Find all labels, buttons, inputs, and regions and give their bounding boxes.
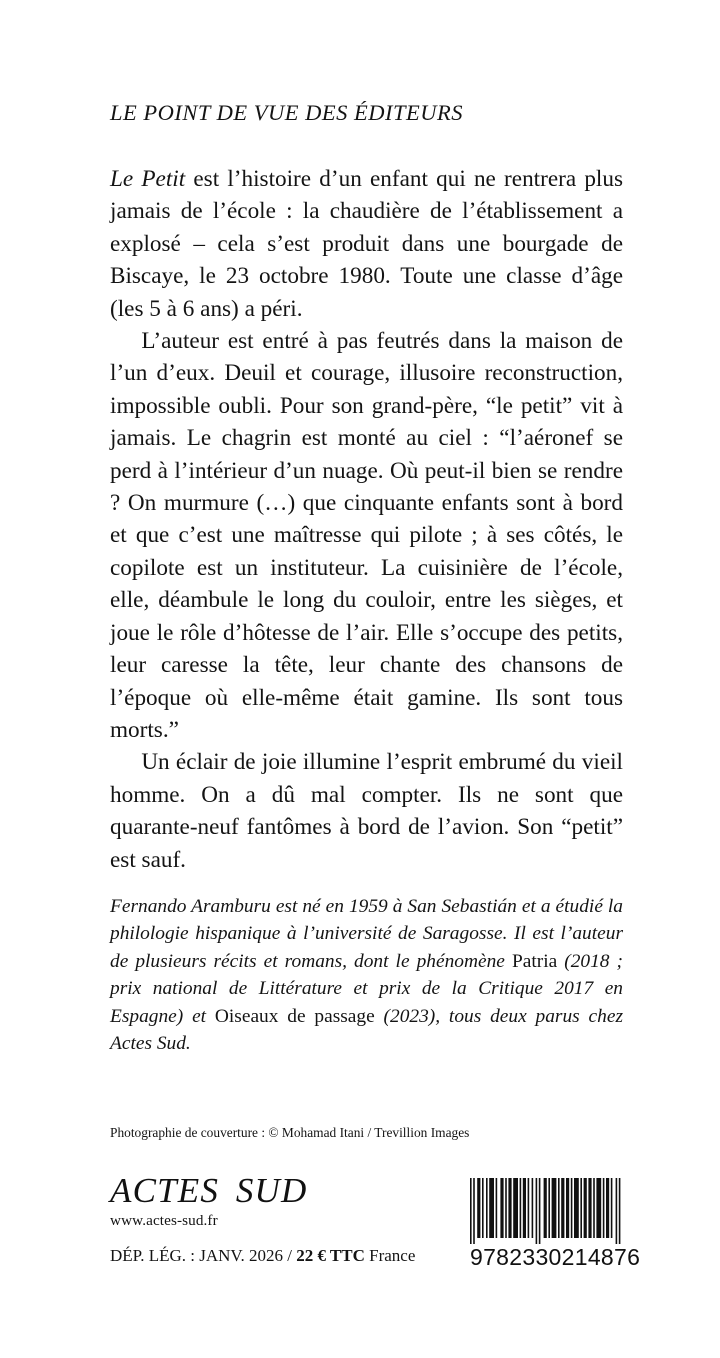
price-value: 22 € TTC <box>296 1246 365 1265</box>
bio-text-part-1: Fernando Aramburu est né en 1959 à San Sebastián et a étudié la philologie hispanique à l’université de Saragosse. Il est l’auteur de plusieurs récits et romans, dont le phénomène <box>110 896 623 972</box>
blurb-block <box>110 163 623 876</box>
blurb-title-italic: Le Petit <box>110 166 186 192</box>
barcode-digits <box>470 1244 641 1270</box>
cover-photo-credit: Photographie de couverture : © Mohamad Itani / Trevillion Images <box>110 1125 470 1140</box>
author-bio-block <box>110 893 623 1057</box>
blurb-paragraph-3: Un éclair de joie illumine l’esprit embrumé du vieil homme. On a dû mal compter. Ils ne sont que quarante-neuf fantômes à bord de l’avion. Son “petit” est sauf. <box>110 749 623 873</box>
imprint-block <box>110 1172 440 1267</box>
publisher-logo <box>110 1172 440 1210</box>
barcode-area <box>470 1178 641 1270</box>
logo-word-sud: SUD <box>235 1171 308 1210</box>
barcode-icon <box>470 1178 622 1244</box>
bio-book-title-oiseaux: Oiseaux de passage <box>214 1005 375 1027</box>
blurb-paragraph-1 <box>110 163 623 325</box>
logo-space <box>219 1171 236 1210</box>
blurb-paragraph-2: L’auteur est entré à pas feutrés dans la maison de l’un d’eux. Deuil et courage, illusoire reconstruction, impossible oubli. Pour son grand-père, “le petit” vit à jamais. Le chagrin est monté au ciel : “l’aéronef se perd à l’intérieur d’un nuage. Où peut-il bien se rendre ? On murmure (…) que cinquante enfants sont à bord et que c’est une maîtresse qui pilote ; à ses côtés, le copilote est un instituteur. La cuisinière de l’école, elle, déambule le long du couloir, entre les sièges, et joue le rôle d’hôtesse de l’air. Elle s’occupe des petits, leur caresse la tête, leur chante des chansons de l’époque où elle-même était gamine. Ils sont tous morts.” <box>110 328 623 743</box>
blurb-paragraph-1-text: est l’histoire d’un enfant qui ne rentrera plus jamais de l’école : la chaudière de l’établissement a explosé – cela s’est produit dans une bourgade de Biscaye, le 23 octobre 1980. Toute une classe d’âge (les 5 à 6 ans) a péri. <box>110 166 623 322</box>
bio-book-title-patria: Patria <box>511 950 558 972</box>
author-bio-text <box>110 893 623 1057</box>
page-kicker: LE POINT DE VUE DES ÉDITEURS <box>110 100 463 125</box>
logo-word-actes: ACTES <box>110 1171 220 1210</box>
barcode-lead-digit: 9 <box>470 1244 484 1270</box>
bio-text-part-3: (2023), tous deux parus chez Actes Sud. <box>110 1005 623 1055</box>
barcode-group-left: 782330 <box>483 1244 562 1270</box>
price-country: France <box>364 1246 416 1265</box>
legal-deposit-line <box>110 1245 440 1267</box>
legal-deposit-date: DÉP. LÉG. : JANV. 2026 / <box>110 1246 297 1265</box>
publisher-website[interactable]: www.actes-sud.fr <box>110 1212 218 1229</box>
bio-text-part-2: (2018 ; prix national de Littérature et prix de la Critique 2017 en Espagne) et <box>110 950 623 1027</box>
barcode-group-right: 214876 <box>561 1244 641 1270</box>
